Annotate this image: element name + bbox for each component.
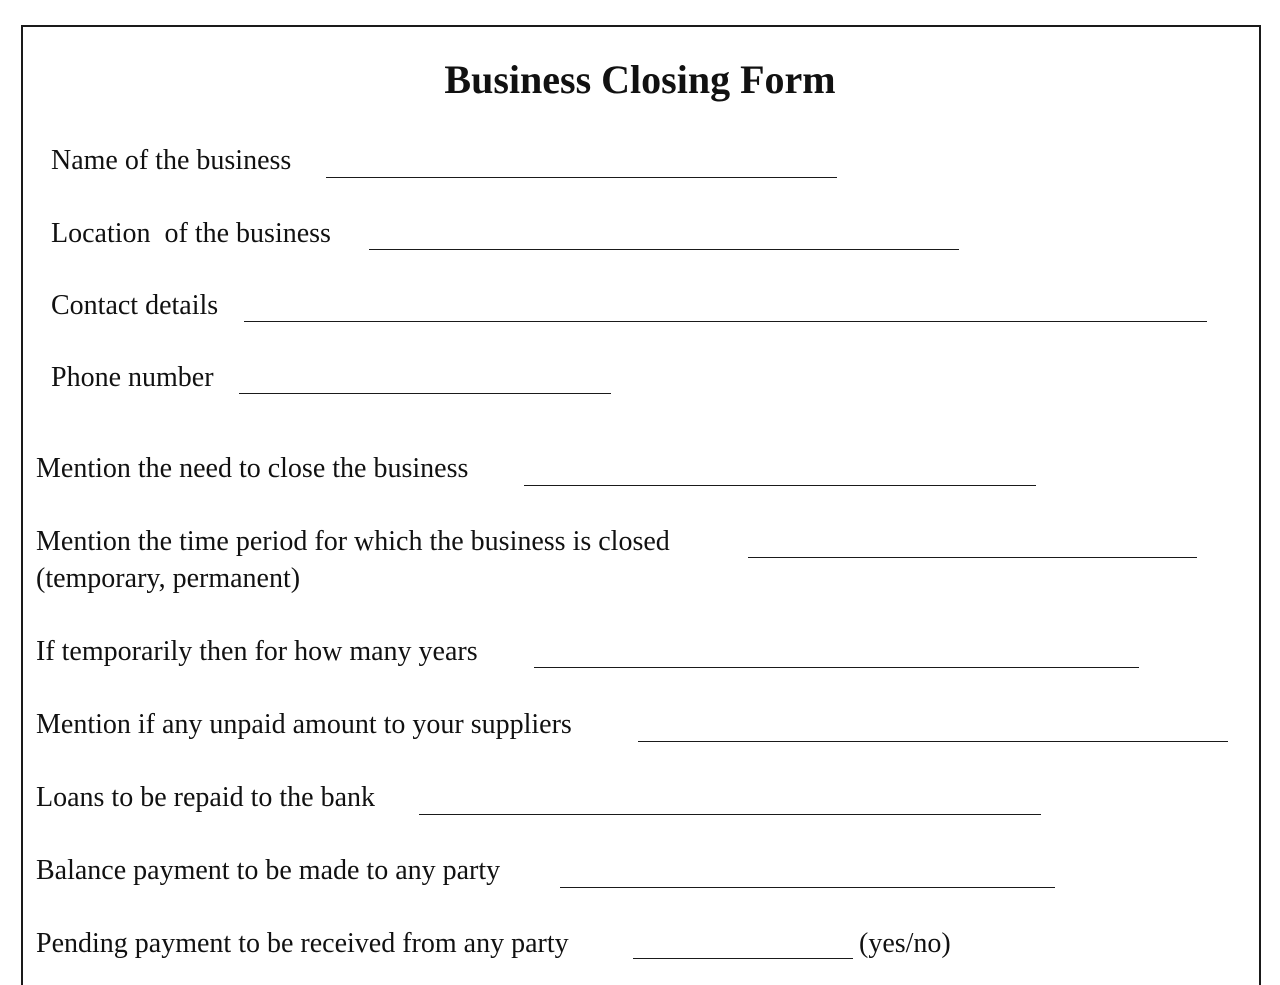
balance-payment-field[interactable]: [560, 887, 1055, 888]
time-period-field[interactable]: [748, 557, 1197, 558]
business-location-label: Location of the business: [51, 218, 331, 249]
business-name-field[interactable]: [326, 177, 837, 178]
business-location-field[interactable]: [369, 249, 959, 250]
need-to-close-label: Mention the need to close the business: [36, 453, 469, 484]
pending-payment-label: Pending payment to be received from any party: [36, 928, 569, 959]
need-to-close-field[interactable]: [524, 485, 1036, 486]
phone-number-field[interactable]: [239, 393, 611, 394]
bank-loans-label: Loans to be repaid to the bank: [36, 782, 376, 813]
bank-loans-field[interactable]: [419, 814, 1041, 815]
contact-details-label: Contact details: [51, 290, 219, 321]
time-period-label: Mention the time period for which the business is closed: [36, 526, 670, 557]
unpaid-suppliers-label: Mention if any unpaid amount to your suppliers: [36, 709, 572, 740]
pending-payment-hint: (yes/no): [859, 928, 951, 959]
temporary-years-label: If temporarily then for how many years: [36, 636, 478, 667]
unpaid-suppliers-field[interactable]: [638, 741, 1228, 742]
time-period-hint: (temporary, permanent): [36, 563, 301, 594]
page-title: Business Closing Form: [444, 57, 836, 102]
phone-number-label: Phone number: [51, 362, 214, 393]
business-name-label: Name of the business: [51, 145, 292, 176]
contact-details-field[interactable]: [244, 321, 1207, 322]
temporary-years-field[interactable]: [534, 667, 1139, 668]
balance-payment-label: Balance payment to be made to any party: [36, 855, 501, 886]
pending-payment-field[interactable]: [633, 958, 853, 959]
